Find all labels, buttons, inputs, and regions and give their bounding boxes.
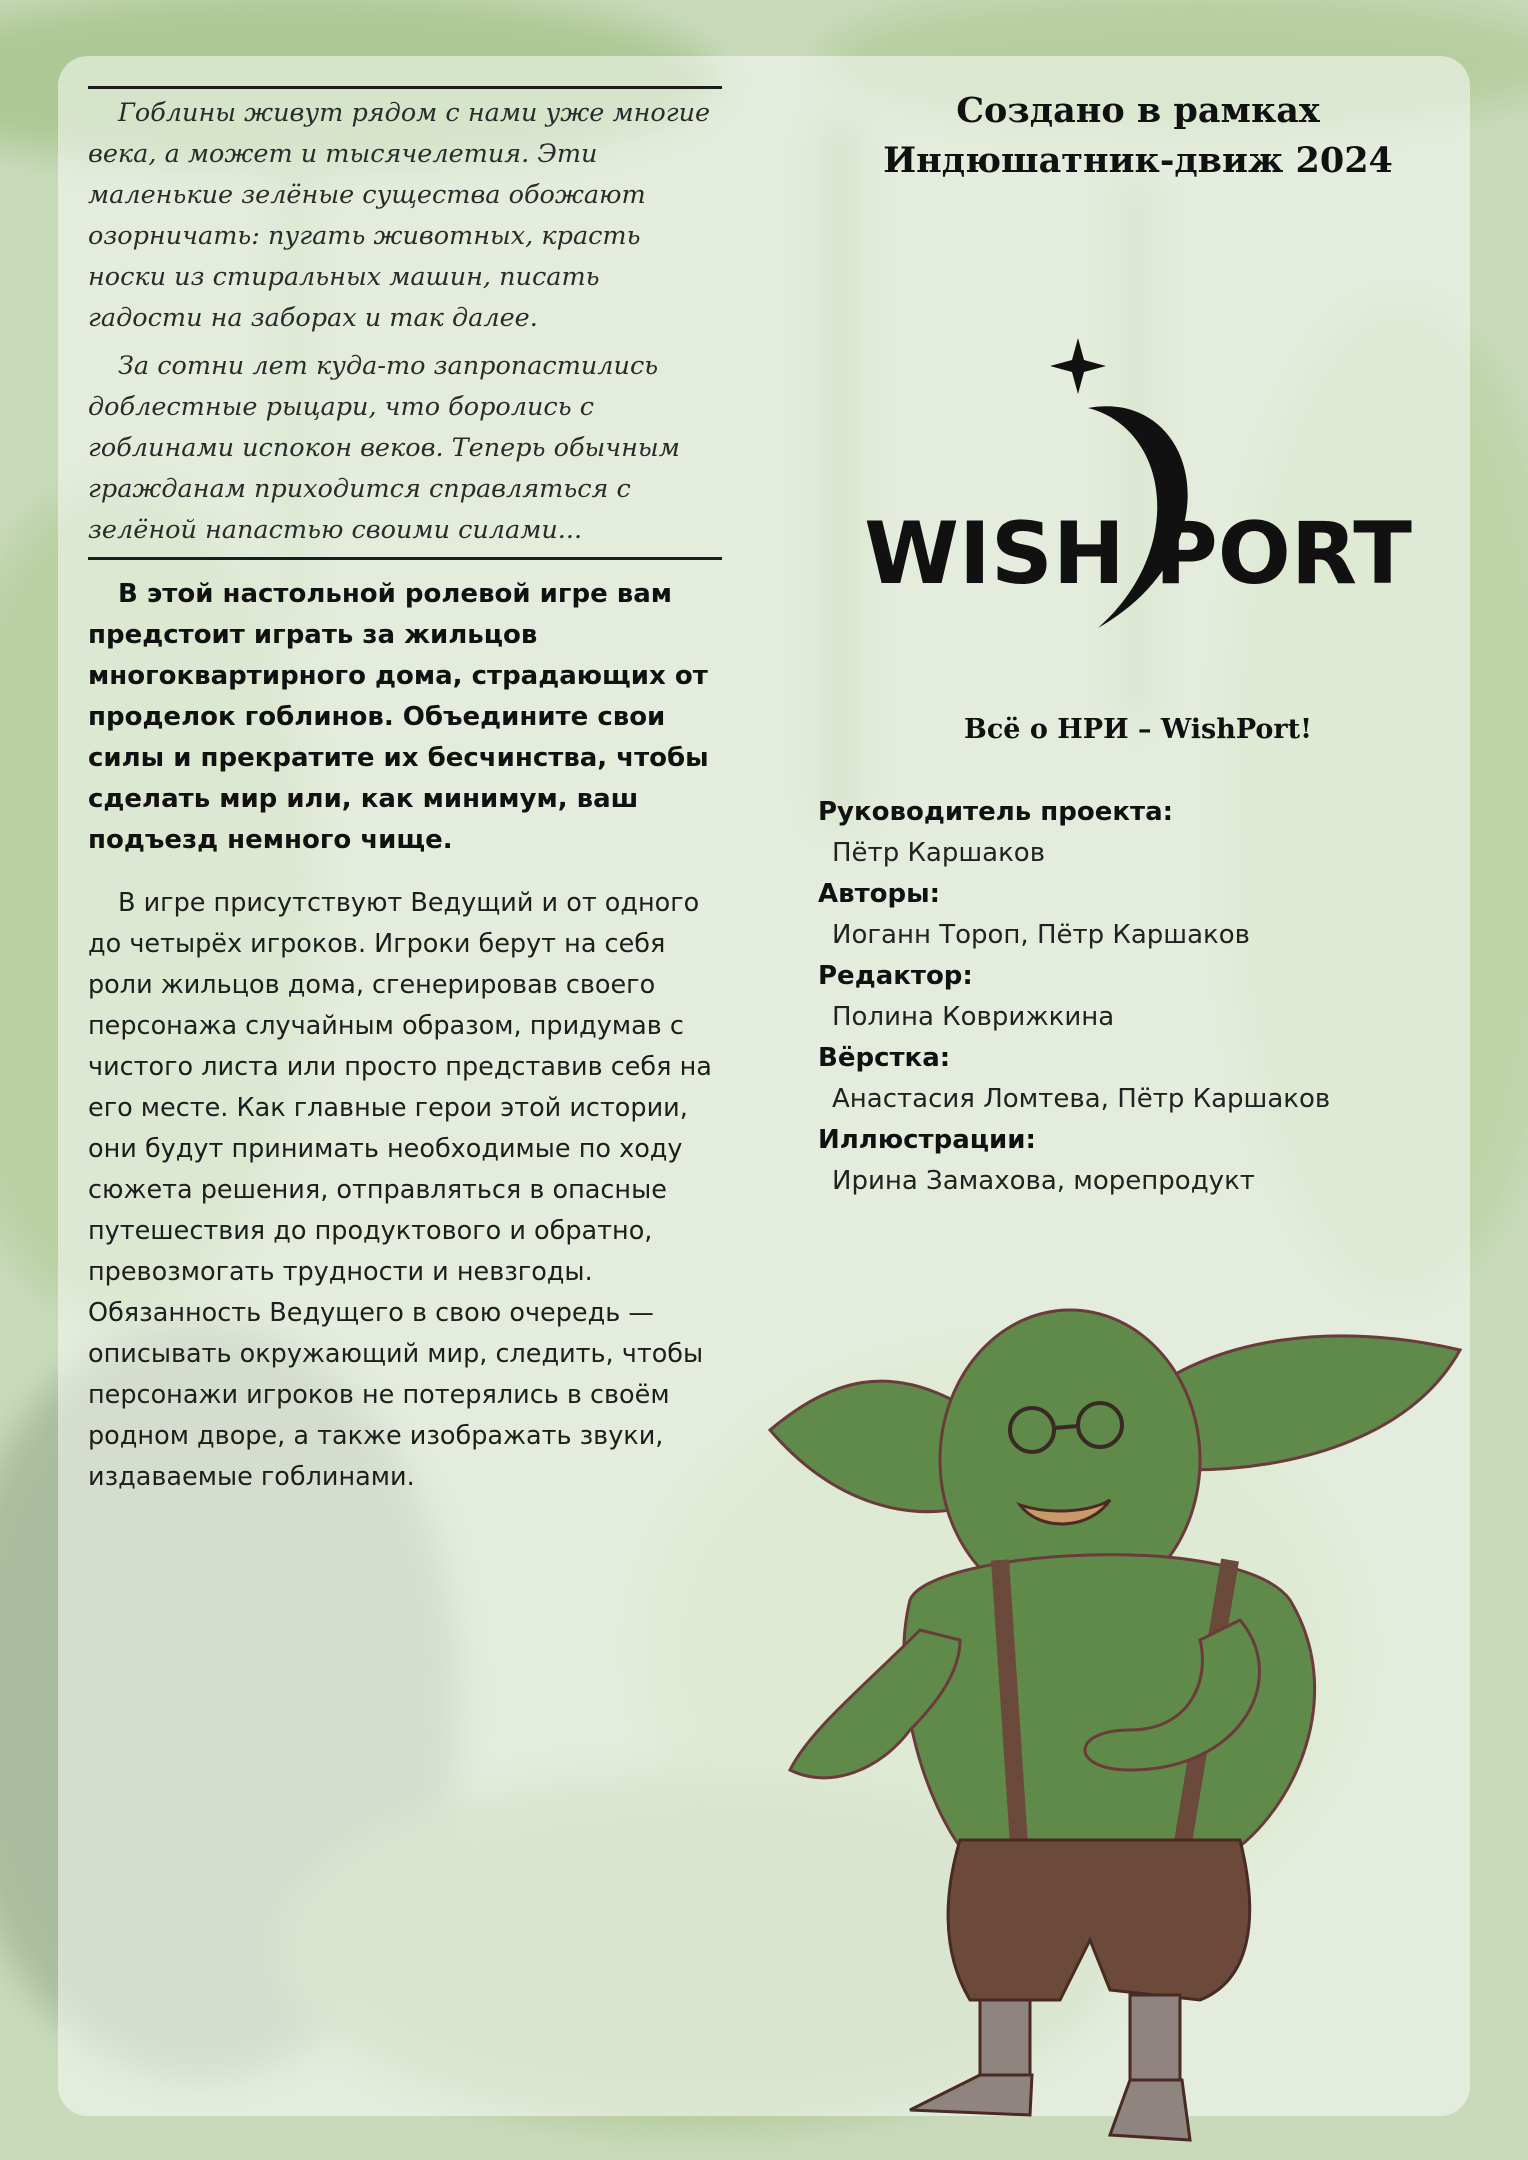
created-line-2: Индюшатник-движ 2024 — [883, 140, 1393, 181]
bottom-rule — [88, 557, 722, 560]
intro-paragraph-1: Гоблины живут рядом с нами уже многие века, а может и тысячелетия. Эти маленькие зелёные существа обожают озорничать: пугать животных, красть носки из стиральных машин, писать гадости на заборах и так далее. — [88, 98, 711, 333]
about-heading: Всё о НРИ – WishPort! — [964, 714, 1312, 745]
intro-paragraph-2: За сотни лет куда-то запропастились доблестные рыцари, что боролись с гоблинами испокон веков. Теперь обычным гражданам приходится справляться с зелёной напастью своими силами... — [88, 351, 680, 545]
credit-role: Иллюстрации: — [818, 1125, 1036, 1155]
right-column — [818, 86, 1458, 1196]
goblin-illustration-icon — [770, 1300, 1470, 2150]
credit-names: Иоганн Тороп, Пётр Каршаков — [832, 920, 1250, 950]
wishport-logo-icon — [864, 248, 1412, 728]
credit-names: Анастасия Ломтева, Пётр Каршаков — [832, 1084, 1331, 1114]
credit-role: Редактор: — [818, 961, 973, 991]
logo-text: WISH PORT — [864, 504, 1412, 604]
created-line-1: Создано в рамках — [956, 90, 1320, 131]
left-column — [88, 86, 722, 1498]
intro-block — [88, 89, 722, 557]
summary-paragraph: В этой настольной ролевой игре вам предстоит играть за жильцов многоквартирного дома, страдающих от проделок гоблинов. Объедините свои силы и прекратите их бесчинства, чтобы сделать мир или, как минимум, ваш подъезд немного чище. — [88, 579, 709, 855]
credit-role: Руководитель проекта: — [818, 797, 1174, 827]
credit-names: Пётр Каршаков — [832, 838, 1046, 868]
credits-list — [818, 792, 1458, 1202]
credit-names: Ирина Замахова, морепродукт — [832, 1166, 1255, 1196]
credit-role: Вёрстка: — [818, 1043, 951, 1073]
credit-role: Авторы: — [818, 879, 941, 909]
credit-names: Полина Коврижкина — [832, 1002, 1115, 1032]
description-paragraph: В игре присутствуют Ведущий и от одного до четырёх игроков. Игроки берут на себя роли жильцов дома, сгенерировав своего персонажа случайным образом, придумав с чистого листа или просто представив себя на его месте. Как главные герои этой истории, они будут принимать необходимые по ходу сюжета решения, отправляться в опасные путешествия до продуктового и обратно, превозмогать трудности и невзгоды. Обязанность Ведущего в свою очередь — описывать окружающий мир, следить, чтобы персонажи игроков не потерялись в своём родном дворе, а также изображать звуки, издаваемые гоблинами. — [88, 888, 712, 1492]
